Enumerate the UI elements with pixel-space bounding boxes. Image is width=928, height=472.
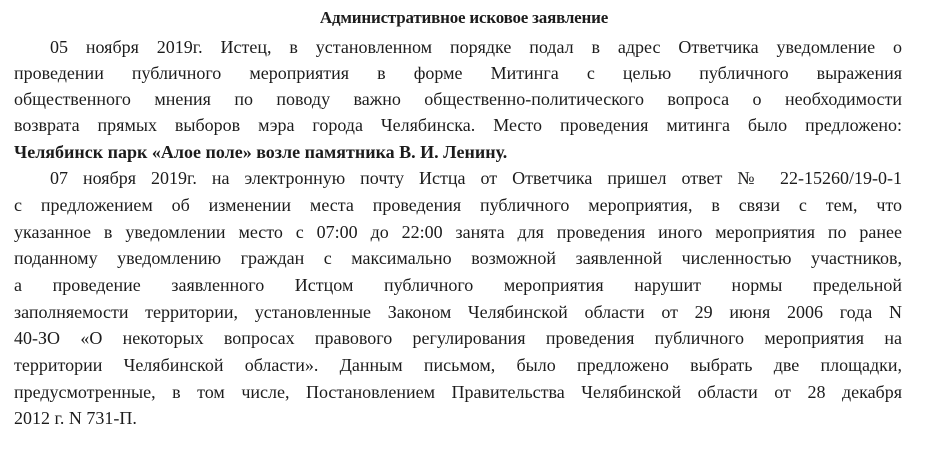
paragraph-1-line: возврата прямых выборов мэра города Челябинска. Место проведения митинга было предложено: [14, 115, 902, 135]
paragraph-2-line: территории Челябинской области». Данным письмом, было предложено выбрать две площадки, [14, 355, 902, 375]
paragraph-2-line: поданному уведомлению граждан с максимально возможной заявленной численностью участников, [14, 248, 902, 268]
document-title: Административное исковое заявление [319, 8, 609, 27]
paragraph-2-line: заполняемости территории, установленные Законом Челябинской области от 29 июня 2006 года N [14, 302, 902, 322]
paragraph-2-line: предусмотренные, в том числе, Постановлением Правительства Челябинской области от 28 декабря [14, 382, 902, 402]
paragraph-2-line: с предложением об изменении места проведения публичного мероприятия, в связи с тем, что [14, 195, 902, 215]
paragraph-2-line: 2012 г. N 731-П. [14, 408, 137, 428]
paragraph-2-line: указанное в уведомлении место с 07:00 до 22:00 занята для проведения иного мероприятия по ранее [14, 222, 902, 242]
paragraph-1-line: 05 ноября 2019г. Истец, в установленном порядке подал в адрес Ответчика уведомление о [50, 37, 902, 57]
paragraph-2-line: а проведение заявленного Истцом публичного мероприятия нарушит нормы предельной [14, 275, 902, 295]
paragraph-1-line: общественного мнения по поводу важно общественно-политического вопроса о необходимости [14, 89, 902, 109]
paragraph-1-line: проведении публичного мероприятия в форме Митинга с целью публичного выражения [14, 63, 902, 83]
paragraph-2-line: 07 ноября 2019г. на электронную почту Истца от Ответчика пришел ответ № 22-15260/19-0-1 [50, 168, 902, 188]
paragraph-2-line: 40-ЗО «О некоторых вопросах правового регулирования проведения публичного мероприятия на [14, 328, 902, 348]
meeting-location: Челябинск парк «Алое поле» возле памятника В. И. Ленину. [14, 142, 508, 162]
